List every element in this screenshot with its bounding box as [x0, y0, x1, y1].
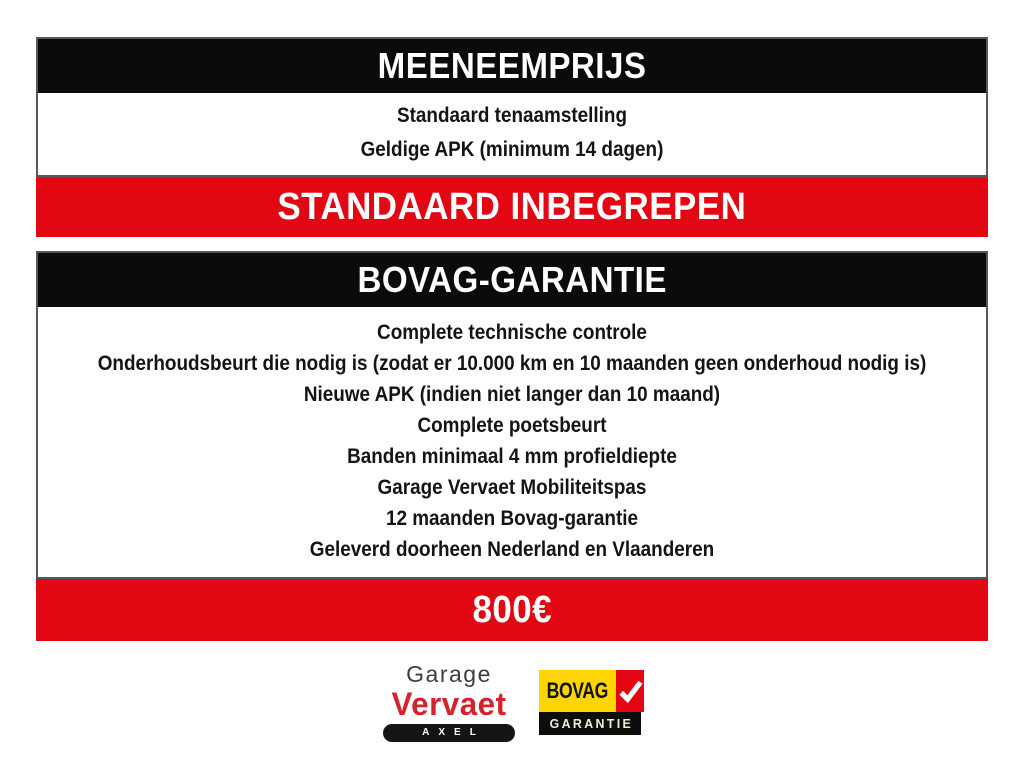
included-item: Standaard tenaamstelling: [396, 104, 628, 127]
warranty-item: Garage Vervaet Mobiliteitspas: [377, 476, 647, 499]
garage-vervaet-logo-name: Vervaet: [391, 686, 507, 722]
meeneemprijs-header: [38, 39, 986, 93]
price-bar: [36, 579, 988, 641]
content-column: [36, 37, 988, 742]
warranty-item: Complete technische controle: [377, 321, 647, 344]
warranty-item: 12 maanden Bovag-garantie: [385, 507, 639, 530]
bovag-logo-brand: BOVAG: [546, 678, 608, 703]
standaard-inbegrepen-label: STANDAARD INBEGREPEN: [277, 185, 747, 228]
bovag-garantie-title: BOVAG-GARANTIE: [357, 259, 667, 300]
warranty-item: Geleverd doorheen Nederland en Vlaanderen: [309, 538, 715, 561]
garage-vervaet-logo-top: Garage: [406, 661, 492, 687]
meeneemprijs-body: [38, 93, 986, 175]
bovag-garantie-header: [38, 253, 986, 307]
garage-vervaet-logo-city-badge: AXEL: [383, 724, 515, 742]
footer-logos: [36, 663, 988, 742]
bovag-checkmark-icon: [616, 670, 644, 712]
price-label: 800€: [472, 588, 552, 631]
bovag-logo-top: [539, 670, 641, 712]
standaard-inbegrepen-bar: [36, 177, 988, 237]
bovag-garantie-body: [38, 307, 986, 577]
bovag-garantie-section: [36, 251, 988, 579]
bovag-logo-brand-cell: [539, 670, 616, 712]
warranty-item: Nieuwe APK (indien niet langer dan 10 maand): [303, 383, 721, 406]
bovag-logo-sub: GARANTIE: [549, 716, 633, 731]
warranty-item: Complete poetsbeurt: [417, 414, 607, 437]
meeneemprijs-title: MEENEEMPRIJS: [377, 45, 647, 86]
meeneemprijs-section: [36, 37, 988, 177]
included-item: Geldige APK (minimum 14 dagen): [360, 138, 664, 161]
warranty-item: Onderhoudsbeurt die nodig is (zodat er 10.000 km en 10 maanden geen onderhoud nodig is): [97, 352, 927, 375]
bovag-garantie-logo: [539, 670, 641, 735]
garage-vervaet-logo: [383, 663, 515, 742]
bovag-logo-bottom: [539, 712, 641, 735]
warranty-item: Banden minimaal 4 mm profieldiepte: [347, 445, 677, 468]
